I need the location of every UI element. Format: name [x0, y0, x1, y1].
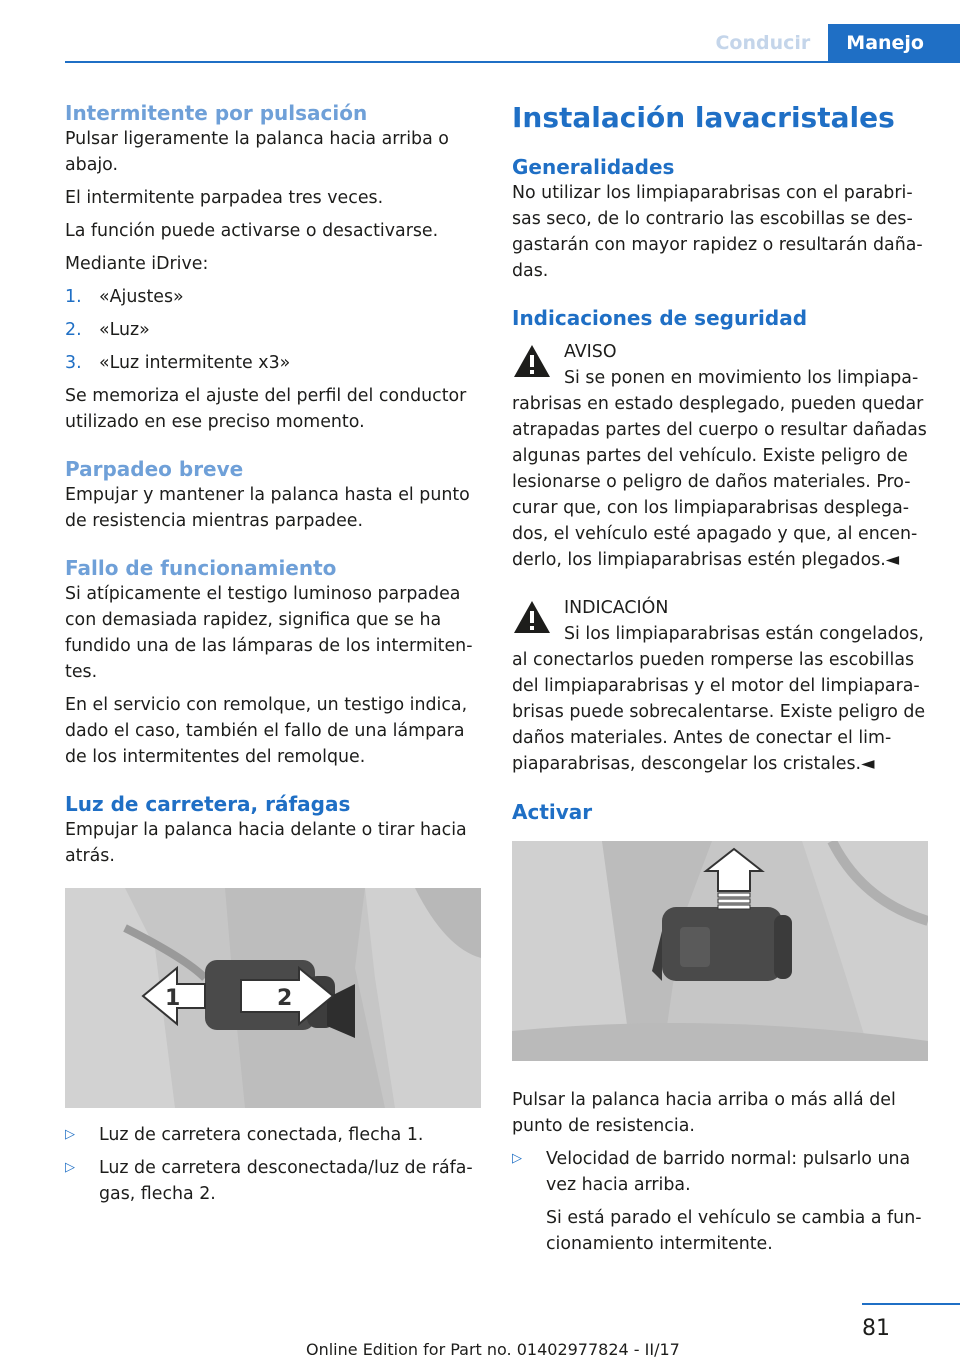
list-item — [65, 317, 481, 343]
wiper-speed-list — [512, 1146, 928, 1257]
paragraph: En el servicio con remolque, un testigo indica, dado el caso, también el fallo de una lámpara de los intermitentes del remolque. — [65, 695, 468, 767]
list-item-text: Velocidad de barrido normal: pulsarlo una vez hacia arriba. — [546, 1149, 911, 1195]
paragraph: La función puede activarse o desactivarse. — [65, 221, 439, 241]
step-number: 2. — [65, 320, 82, 340]
step-text: «Luz» — [99, 320, 150, 340]
paragraph: Pulsar la palanca hacia arriba o más allá del punto de resistencia. — [512, 1090, 896, 1136]
heading-generalidades: Generalidades — [512, 155, 675, 179]
paragraph: Empujar la palanca hacia delante o tirar hacia atrás. — [65, 820, 467, 866]
heading-activar: Activar — [512, 800, 593, 824]
step-text: «Ajustes» — [99, 287, 184, 307]
list-item — [65, 1155, 481, 1207]
warning-first-line: Si se ponen en movimiento los limpiapa- — [564, 368, 919, 388]
warning-aviso — [512, 339, 928, 573]
arrow-label-1: 1 — [165, 986, 181, 1011]
paragraph: Se memoriza el ajuste del perfil del conductor utilizado en ese preciso momento. — [65, 386, 467, 432]
heading-luz-carretera: Luz de carretera, ráfagas — [65, 792, 351, 816]
chapter-tabs — [697, 24, 960, 62]
list-item-body — [546, 1146, 928, 1257]
heading-indicaciones-seguridad: Indicaciones de seguridad — [512, 306, 808, 330]
step-number: 1. — [65, 287, 82, 307]
idrive-steps — [65, 284, 481, 376]
tab-conducir[interactable]: Conducir — [697, 24, 828, 62]
warning-first-line: Si los limpiaparabrisas están congelados, — [564, 624, 924, 644]
triangle-bullet-icon: ▷ — [512, 1151, 522, 1166]
edition-footer: Online Edition for Part no. 01402977824 - II/17 — [306, 1340, 680, 1359]
paragraph: No utilizar los limpiaparabrisas con el parabri-sas seco, de lo contrario las escobillas se des-gastarán con mayor rapidez o resultarán daña-das. — [512, 183, 923, 281]
arrow-label-2: 2 — [277, 986, 293, 1011]
list-item — [512, 1146, 928, 1257]
paragraph: El intermitente parpadea tres veces. — [65, 188, 384, 208]
warning-label: AVISO — [564, 342, 617, 362]
paragraph: Empujar y mantener la palanca hasta el punto de resistencia mientras parpadee. — [65, 485, 470, 531]
warning-icon — [512, 599, 552, 635]
warning-label: INDICACIÓN — [564, 598, 669, 618]
wiper-lever-illustration — [512, 841, 928, 1061]
right-column — [512, 100, 928, 1264]
footer-rule — [862, 1303, 960, 1305]
list-item-text: Luz de carretera desconectada/luz de ráfa-gas, flecha 2. — [99, 1158, 473, 1204]
warning-text: rabrisas en estado desplegado, pueden quedar atrapadas partes del cuerpo o resultar dañadas algunas partes del vehículo. Existe peligro de lesionarse o peligro de daños materiales. Pro-curar que, con los limpiaparabrisas desplega-dos, el vehículo esté apagado y que, al encen-derlo, los limpiaparabrisas estén plegados.◄ — [512, 394, 927, 570]
step-text: «Luz intermitente x3» — [99, 353, 291, 373]
heading-instalacion-lavacristales: Instalación lavacristales — [512, 101, 895, 134]
paragraph: Si atípicamente el testigo luminoso parpadea con demasiada rapidez, significa que se ha fundido una de las lámparas de los intermiten-tes. — [65, 584, 473, 682]
warning-text: al conectarlos pueden romperse las escobillas del limpiaparabrisas y el motor del limpiapara-brisas puede sobrecalentarse. Existe peligro de daños materiales. Antes de conectar el lim-piaparabrisas, descongelar los cristales.◄ — [512, 650, 926, 774]
step-number: 3. — [65, 353, 82, 373]
lever-illustration — [65, 888, 481, 1108]
header-rule — [65, 61, 960, 63]
list-item — [65, 350, 481, 376]
left-column — [65, 100, 481, 1214]
heading-intermitente-pulsacion: Intermitente por pulsación — [65, 101, 368, 125]
heading-parpadeo-breve: Parpadeo breve — [65, 457, 244, 481]
warning-icon — [512, 343, 552, 379]
list-item — [65, 1122, 481, 1148]
figure-wiper-lever — [512, 841, 928, 1061]
list-item-text: Luz de carretera conectada, flecha 1. — [99, 1125, 424, 1145]
list-item-subtext: Si está parado el vehículo se cambia a fun-cionamiento intermitente. — [546, 1208, 922, 1254]
tab-manejo[interactable]: Manejo — [828, 24, 960, 62]
page-number: 81 — [862, 1316, 890, 1341]
paragraph: Mediante iDrive: — [65, 254, 209, 274]
list-item — [65, 284, 481, 310]
paragraph: Pulsar ligeramente la palanca hacia arriba o abajo. — [65, 129, 449, 175]
triangle-bullet-icon: ▷ — [65, 1160, 75, 1175]
high-beam-list — [65, 1122, 481, 1207]
heading-fallo-funcionamiento: Fallo de funcionamiento — [65, 556, 337, 580]
figure-high-beam-lever — [65, 888, 481, 1108]
warning-indicacion — [512, 595, 928, 777]
triangle-bullet-icon: ▷ — [65, 1127, 75, 1142]
